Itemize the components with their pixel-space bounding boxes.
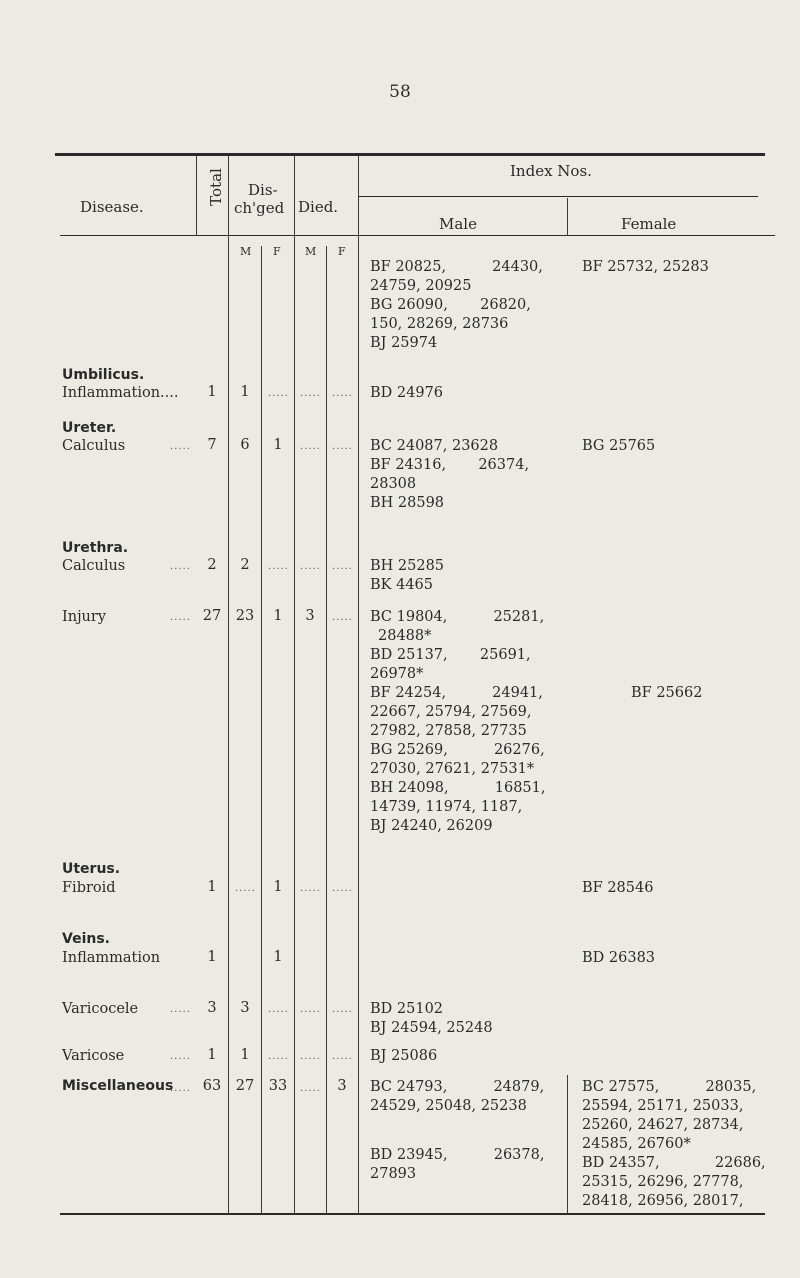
- urethra-injury-male-2: 28488*: [378, 628, 432, 644]
- miscellaneous-dots: .....: [170, 1083, 191, 1094]
- miscellaneous-male-a-1: BC 24793, 24879,: [370, 1079, 545, 1095]
- header-died-m: M: [305, 245, 317, 258]
- top-male-2: 24759, 20925: [370, 278, 472, 294]
- urethra-injury-label: Injury: [62, 609, 107, 625]
- col-line-died-right: [358, 156, 359, 1214]
- header-female: Female: [621, 215, 677, 233]
- uterus-female: BF 28546: [582, 880, 654, 896]
- urethra-calculus-died-m-empty: .....: [300, 561, 321, 572]
- uterus-died-m-empty: .....: [300, 883, 321, 894]
- urethra-injury-female: BF 25662: [631, 685, 703, 701]
- varicocele-dischd-f-empty: .....: [268, 1004, 289, 1015]
- ureter-dischd-m: 6: [240, 437, 250, 453]
- top-male-4: 150, 28269, 28736: [370, 316, 509, 332]
- ureter-died-m-empty: .....: [300, 441, 321, 452]
- ureter-label-dots: .....: [170, 441, 191, 452]
- header-dischd-2: ch'ged: [234, 199, 285, 217]
- umbilicus-label: Inflammation....: [62, 385, 179, 401]
- page-number: 58: [389, 82, 411, 102]
- uterus-total: 1: [207, 879, 217, 895]
- varicocele-label: Varicocele: [62, 1001, 139, 1017]
- header-died: Died.: [298, 198, 339, 216]
- urethra-injury-male-11: 14739, 11974, 1187,: [370, 799, 523, 815]
- uterus-label: Fibroid: [62, 880, 116, 896]
- header-bottom-rule: [60, 235, 775, 236]
- miscellaneous-female-2: 25594, 25171, 25033,: [582, 1098, 744, 1114]
- ureter-label: Calculus: [62, 438, 126, 454]
- miscellaneous-female-4: 24585, 26760*: [582, 1136, 691, 1152]
- header-died-f: F: [338, 245, 346, 258]
- varicose-male-1: BJ 25086: [370, 1048, 438, 1064]
- umbilicus-dischd-f-empty: .....: [268, 388, 289, 399]
- veins-inflammation-label: Inflammation: [62, 950, 161, 966]
- section-ureter: Ureter.: [62, 420, 117, 436]
- ureter-total: 7: [207, 437, 217, 453]
- urethra-injury-total: 27: [202, 608, 222, 624]
- section-veins: Veins.: [62, 931, 110, 947]
- umbilicus-total: 1: [207, 384, 217, 400]
- miscellaneous-female-3: 25260, 24627, 28734,: [582, 1117, 744, 1133]
- table-top-rule: [55, 153, 765, 156]
- col-line-total-right: [228, 156, 229, 1214]
- col-line-died-left: [294, 156, 295, 1214]
- col-line-male-female-body: [567, 1075, 568, 1214]
- urethra-calculus-label: Calculus: [62, 558, 126, 574]
- ureter-died-f-empty: .....: [332, 441, 353, 452]
- miscellaneous-female-1: BC 27575, 28035,: [582, 1079, 757, 1095]
- urethra-injury-died-m: 3: [305, 608, 315, 624]
- section-miscellaneous: Miscellaneous: [62, 1078, 174, 1094]
- miscellaneous-total: 63: [202, 1078, 222, 1094]
- urethra-calculus-dischd-m: 2: [240, 557, 250, 573]
- urethra-injury-male-12: BJ 24240, 26209: [370, 818, 493, 834]
- miscellaneous-female-6: 25315, 26296, 27778,: [582, 1174, 744, 1190]
- miscellaneous-died-m-empty: .....: [300, 1083, 321, 1094]
- veins-inflammation-total: 1: [207, 949, 217, 965]
- urethra-calculus-died-f-empty: .....: [332, 561, 353, 572]
- urethra-injury-died-f-empty: .....: [332, 612, 353, 623]
- veins-inflammation-dischd-f: 1: [273, 949, 283, 965]
- urethra-injury-dischd-m: 23: [235, 608, 255, 624]
- varicocele-died-f-empty: .....: [332, 1004, 353, 1015]
- top-male-5: BJ 25974: [370, 335, 438, 351]
- miscellaneous-female-7: 28418, 26956, 28017,: [582, 1193, 744, 1209]
- ureter-female: BG 25765: [582, 438, 656, 454]
- header-male: Male: [439, 215, 477, 233]
- urethra-injury-male-3: BD 25137, 25691,: [370, 647, 531, 663]
- miscellaneous-male-a-2: 24529, 25048, 25238: [370, 1098, 527, 1114]
- index-header-rule: [358, 196, 758, 197]
- ureter-male-1: BC 24087, 23628: [370, 438, 499, 454]
- umbilicus-died-f-empty: .....: [332, 388, 353, 399]
- section-umbilicus: Umbilicus.: [62, 367, 145, 383]
- urethra-injury-male-1: BC 19804, 25281,: [370, 609, 545, 625]
- urethra-injury-male-7: 27982, 27858, 27735: [370, 723, 527, 739]
- miscellaneous-male-b-1: BD 23945, 26378,: [370, 1147, 545, 1163]
- header-disease: Disease.: [80, 198, 144, 216]
- section-uterus: Uterus.: [62, 861, 121, 877]
- varicocele-died-m-empty: .....: [300, 1004, 321, 1015]
- umbilicus-died-m-empty: .....: [300, 388, 321, 399]
- varicose-died-f-empty: .....: [332, 1051, 353, 1062]
- col-line-dischd-mf: [261, 246, 262, 1214]
- uterus-died-f-empty: .....: [332, 883, 353, 894]
- ureter-male-2: BF 24316, 26374,: [370, 457, 530, 473]
- urethra-injury-dots: .....: [170, 612, 191, 623]
- miscellaneous-female-5: BD 24357, 22686,: [582, 1155, 766, 1171]
- uterus-dischd-m-empty: .....: [235, 883, 256, 894]
- urethra-injury-male-6: 22667, 25794, 27569,: [370, 704, 532, 720]
- uterus-dischd-f: 1: [273, 879, 283, 895]
- varicocele-total: 3: [207, 1000, 217, 1016]
- header-dischd-f: F: [273, 245, 281, 258]
- varicose-dots: .....: [170, 1051, 191, 1062]
- urethra-calculus-male-2: BK 4465: [370, 577, 433, 593]
- varicose-dischd-f-empty: .....: [268, 1051, 289, 1062]
- urethra-injury-male-9: 27030, 27621, 27531*: [370, 761, 535, 777]
- varicocele-male-1: BD 25102: [370, 1001, 444, 1017]
- urethra-injury-male-5: BF 24254, 24941,: [370, 685, 543, 701]
- top-male-1: BF 20825, 24430,: [370, 259, 543, 275]
- miscellaneous-died-f: 3: [337, 1078, 347, 1094]
- top-female: BF 25732, 25283: [582, 259, 709, 275]
- header-total: Total: [207, 168, 225, 206]
- veins-inflammation-female: BD 26383: [582, 950, 656, 966]
- varicose-died-m-empty: .....: [300, 1051, 321, 1062]
- urethra-calculus-total: 2: [207, 557, 217, 573]
- miscellaneous-male-b-2: 27893: [370, 1166, 417, 1182]
- umbilicus-dischd-m: 1: [240, 384, 250, 400]
- varicocele-dischd-m: 3: [240, 1000, 250, 1016]
- miscellaneous-dischd-f: 33: [268, 1078, 288, 1094]
- urethra-injury-dischd-f: 1: [273, 608, 283, 624]
- urethra-calculus-male-1: BH 25285: [370, 558, 445, 574]
- ureter-male-3: 28308: [370, 476, 417, 492]
- urethra-calculus-dischd-f-empty: .....: [268, 561, 289, 572]
- col-line-male-female: [567, 198, 568, 236]
- urethra-injury-male-10: BH 24098, 16851,: [370, 780, 546, 796]
- ureter-dischd-f: 1: [273, 437, 283, 453]
- varicocele-male-2: BJ 24594, 25248: [370, 1020, 493, 1036]
- header-index-nos: Index Nos.: [510, 162, 592, 180]
- varicose-dischd-m: 1: [240, 1047, 250, 1063]
- urethra-injury-male-4: 26978*: [370, 666, 424, 682]
- section-urethra: Urethra.: [62, 540, 129, 556]
- col-line-total-left: [196, 156, 197, 236]
- miscellaneous-dischd-m: 27: [235, 1078, 255, 1094]
- umbilicus-male: BD 24976: [370, 385, 444, 401]
- urethra-injury-male-8: BG 25269, 26276,: [370, 742, 545, 758]
- varicocele-dots: .....: [170, 1004, 191, 1015]
- col-line-died-mf: [326, 246, 327, 1214]
- urethra-calculus-dots: .....: [170, 561, 191, 572]
- varicose-total: 1: [207, 1047, 217, 1063]
- header-dischd-m: M: [240, 245, 252, 258]
- header-dischd-1: Dis-: [248, 181, 278, 199]
- varicose-label: Varicose: [62, 1048, 125, 1064]
- top-male-3: BG 26090, 26820,: [370, 297, 531, 313]
- ureter-male-4: BH 28598: [370, 495, 445, 511]
- table-bottom-rule: [60, 1213, 765, 1215]
